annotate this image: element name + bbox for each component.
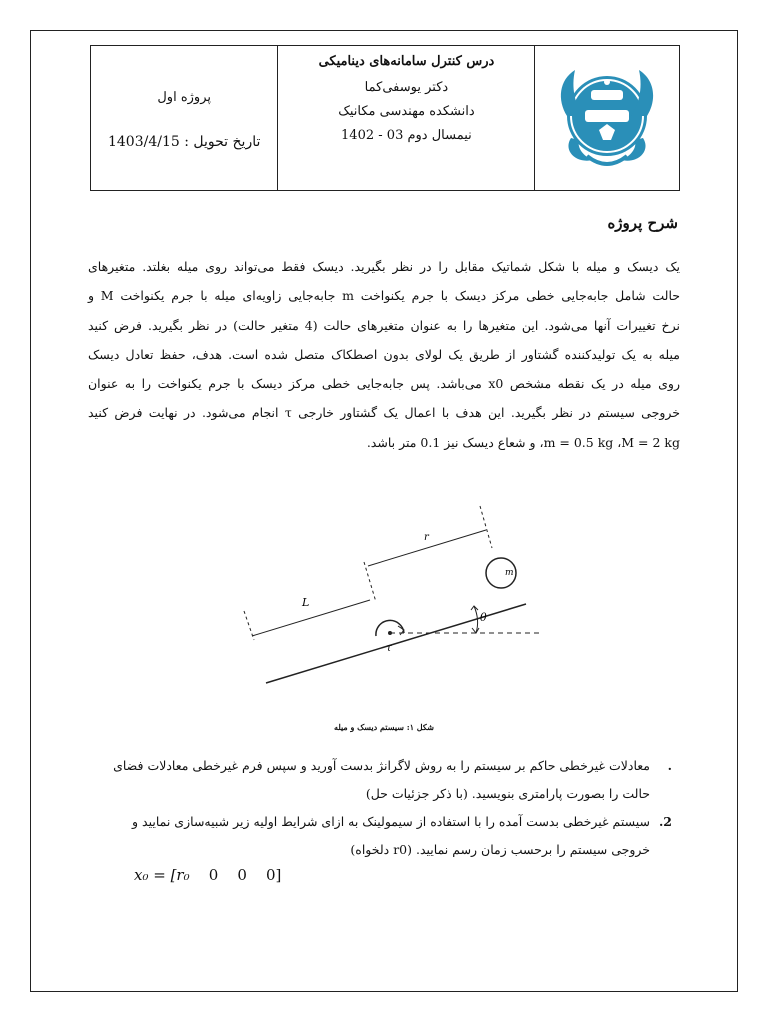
paragraph-line: حالت شامل جابه‌جایی خطی مرکز دیسک با جرم یکنواخت m جابه‌جایی زاویه‌ای میله با جرم یکنواخت M و [88, 288, 680, 304]
course-title: درس کنترل سامانه‌های دینامیکی [318, 54, 495, 69]
dimension-L-tick-left [244, 611, 254, 640]
due-date: تاریخ تحویل : 1403/4/15 [107, 134, 261, 150]
equation-value: 0 [208, 866, 219, 884]
pivot-point [388, 631, 392, 635]
task-list [88, 752, 680, 864]
instructor-name: دکتر یوسفی‌کما [364, 80, 449, 95]
label-theta: θ [480, 611, 487, 624]
torque-arrow [398, 626, 404, 635]
figure-caption: شکل ۱: سیستم دیسک و میله [334, 722, 434, 732]
equation-value: 0] [265, 866, 282, 884]
equation-lhs: x₀ = [r₀ [134, 866, 190, 884]
header-cell-project [91, 46, 278, 190]
paragraph-line: یک دیسک و میله با شکل شماتیک مقابل را در نظر بگیرید. دیسک فقط می‌تواند روی میله بغلتد. متغیرهای [88, 259, 680, 274]
label-tau: τ [386, 643, 392, 654]
initial-condition-equation [134, 866, 281, 884]
faculty-name: دانشکده مهندسی مکانیک [338, 104, 475, 119]
list-item [88, 808, 680, 864]
list-line: سیستم غیرخطی بدست آمده را با استفاده از سیمولینک به ازای شرایط اولیه زیر شبیه‌سازی نمایید و [132, 814, 650, 829]
project-label: پروژه اول [157, 90, 211, 105]
dimension-divider [364, 562, 376, 602]
label-L: L [302, 596, 310, 609]
header-cell-course [278, 46, 535, 190]
dimension-r-tick-right [480, 506, 492, 548]
list-line: خروجی سیستم را برحسب زمان رسم نمایید. (r0 دلخواه) [350, 842, 650, 857]
paragraph-line: میله به یک تولیدکننده گشتاور از طریق یک لولای بدون اصطکاک متصل شده است. هدف، حفظ تعادل دیسک [88, 346, 680, 362]
label-r: r [424, 532, 429, 543]
semester-label: نیمسال دوم 03 - 1402 [341, 128, 472, 143]
paragraph-line: m = 0.5 kg ،M = 2 kg، و شعاع دیسک نیز 0.1 متر باشد. [366, 434, 680, 450]
label-m: m [505, 568, 514, 578]
header-cell-logo [535, 46, 679, 190]
theta-arrow-head [472, 628, 479, 633]
list-line: معادلات غیرخطی حاکم بر سیستم را به روش لاگرانژ بدست آورید و سپس فرم غیرخطی معادلات فضای [113, 758, 650, 773]
section-title: شرح پروژه [607, 214, 678, 232]
disk-beam-figure [236, 500, 546, 690]
university-logo-icon [553, 60, 661, 178]
description-paragraph [88, 252, 680, 457]
paragraph-line: خروجی سیستم در نظر بگیرید. این هدف با اعمال یک گشتاور خارجی τ انجام می‌شود. در نهایت فرض کنید [88, 405, 680, 421]
header-table [90, 45, 680, 191]
dimension-L-line [252, 600, 370, 636]
list-number: . [667, 758, 672, 773]
list-number: .2 [658, 814, 672, 829]
paragraph-line: نرخ تغییرات آنها می‌شود. این متغیرها را به عنوان متغیرهای حالت (4 متغیر حالت) در نظر بگیرید. فرض کنید [88, 317, 680, 333]
paragraph-line: روی میله در یک نقطه مشخص x0 می‌باشد. پس جابه‌جایی خطی مرکز دیسک با جرم یکنواخت را به عنوان [88, 376, 680, 392]
equation-value: 0 [237, 866, 247, 884]
list-line: حالت را بصورت پارامتری بنویسید. (با ذکر جزئیات حل) [365, 786, 650, 801]
list-item [88, 752, 680, 808]
beam-line [266, 604, 526, 683]
